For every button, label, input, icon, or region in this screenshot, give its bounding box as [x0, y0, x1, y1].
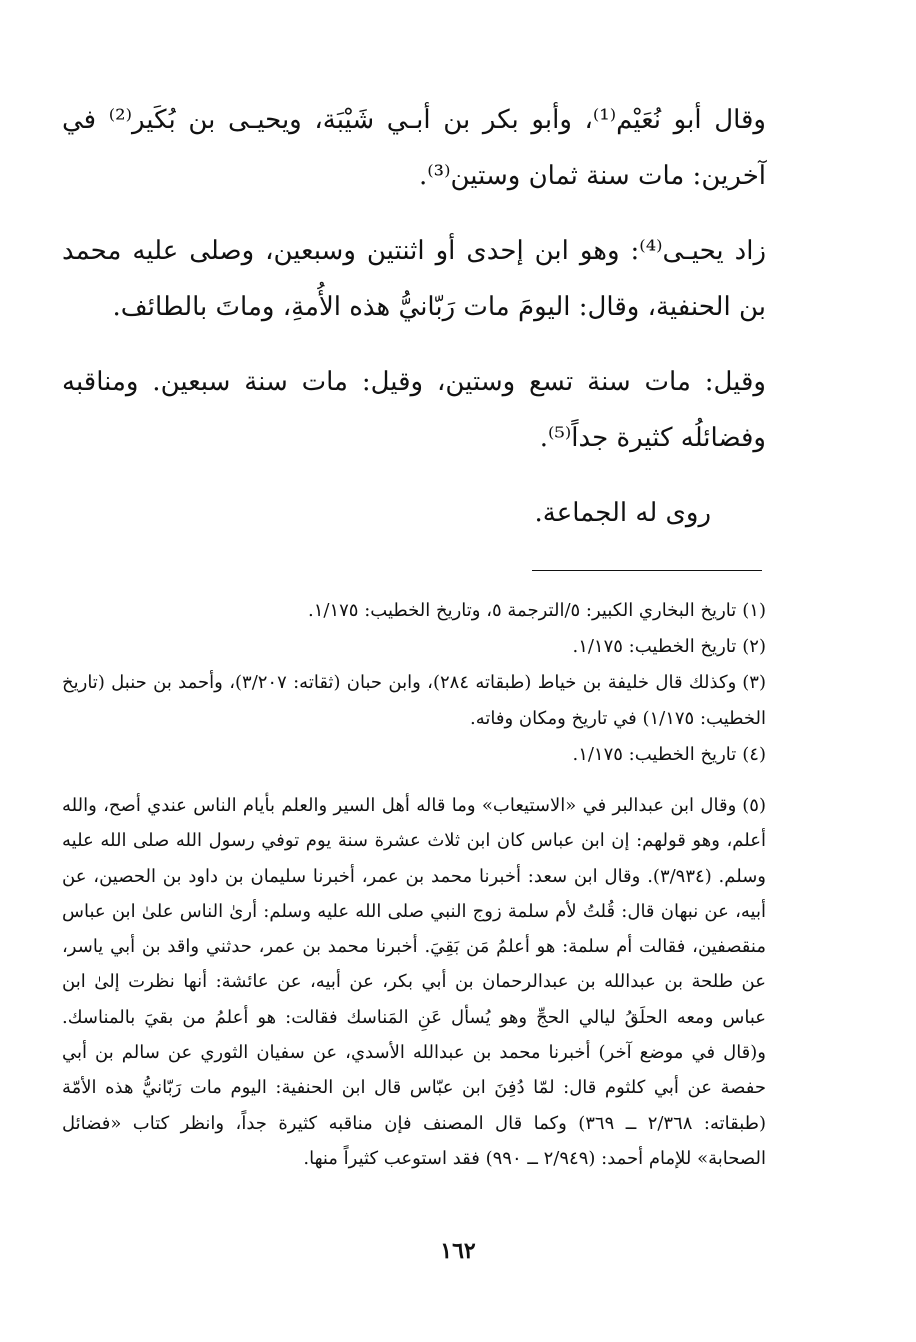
page-number: ١٦٢	[440, 1238, 476, 1264]
footnotes-group-2	[62, 788, 766, 1176]
footnote-1	[62, 593, 766, 629]
paragraph-1: وقال أبو نُعَيْم⁽¹⁾، وأبو بكر بن أبـي شَيْبَة، ويحيـى بن بُكَير⁽²⁾ في آخرين: مات سنة ثمان وستين⁽³⁾.	[62, 105, 766, 191]
footnote-number: (٤)	[742, 744, 766, 765]
footnote-4	[62, 737, 766, 773]
paragraph-3: وقيل: مات سنة تسع وستين، وقيل: مات سنة سبعين. ومناقبه وفضائلُه كثيرة جداً⁽⁵⁾.	[62, 367, 766, 453]
footnote-separator	[532, 570, 762, 571]
footnote-number: (٥)	[742, 795, 766, 816]
footnote-text: تاريخ الخطيب: ١/١٧٥.	[572, 744, 737, 765]
footnote-5	[62, 788, 766, 1176]
footnote-number: (٣)	[742, 672, 766, 693]
footnote-number: (٢)	[742, 636, 766, 657]
footnote-text: تاريخ الخطيب: ١/١٧٥.	[572, 636, 737, 657]
footnote-text: وكذلك قال خليفة بن خياط (طبقاته ٢٨٤)، وابن حبان (ثقاته: ٣/٢٠٧)، وأحمد بن حنبل (تاريخ الخطيب: ١/١٧٥) في تاريخ ومكان وفاته.	[62, 672, 766, 729]
footnote-text: وقال ابن عبدالبر في «الاستيعاب» وما قاله أهل السير والعلم بأيام الناس عندي أصح، والله أعلم، وهو قولهم: إن ابن عباس كان ابن ثلاث عشرة سنة يوم توفي رسول الله صلى الله عليه وسلم. (٣/٩٣٤). وقال ابن سعد: أخبرنا محمد بن عمر، أخبرنا سليمان بن داود بن الحصين، عن أبيه، عن نبهان قال: قُلتُ لأم سلمة زوج النبي صلى الله عليه وسلم: أرىٰ الناس علىٰ ابن عباس منقصفين، فقالت أم سلمة: هو أعلمُ مَن بَقِيَ. أخبرنا محمد بن عمر، حدثني واقد بن أبي ياسر، عن طلحة بن عبدالله بن عبدالرحمان بن أبي بكر، عن أبيه، عن عائشة: أنها نظرت إلىٰ ابن عباس ومعه الحلَقُ ليالي الحجِّ وهو يُسأل عَنِ المَناسك فقالت: هو أعلمُ من بقيَ بالمناسك. و(قال في موضع آخر) أخبرنا محمد بن عبدالله الأسدي، عن سفيان الثوري عن سالم بن أبي حفصة عن أبي كلثوم قال: لمّا دُفِنَ ابن عبّاس قال ابن الحنفية: اليوم مات رَبّانيُّ هذه الأمّة (طبقاته: ٢/٣٦٨ ــ ٣٦٩) وكما قال المصنف فإن مناقبه كثيرة جداً، وانظر كتاب «فضائل الصحابة» للإمام أحمد: (٢/٩٤٩ ــ ٩٩٠) فقد استوعب كثيراً منها.	[62, 795, 766, 1169]
footnote-2	[62, 629, 766, 665]
paragraph-4: روى له الجماعة.	[534, 498, 711, 528]
footnote-number: (١)	[742, 600, 766, 621]
main-text	[62, 92, 766, 560]
footnotes-group-1	[62, 593, 766, 773]
footnote-3	[62, 665, 766, 737]
paragraph-2: زاد يحيـى⁽⁴⁾: وهو ابن إحدى أو اثنتين وسبعين، وصلى عليه محمد بن الحنفية، وقال: اليومَ مات رَبّانيُّ هذه الأُمةِ، وماتَ بالطائف.	[62, 236, 766, 322]
footnote-text: تاريخ البخاري الكبير: ٥/الترجمة ٥، وتاريخ الخطيب: ١/١٧٥.	[308, 600, 737, 621]
